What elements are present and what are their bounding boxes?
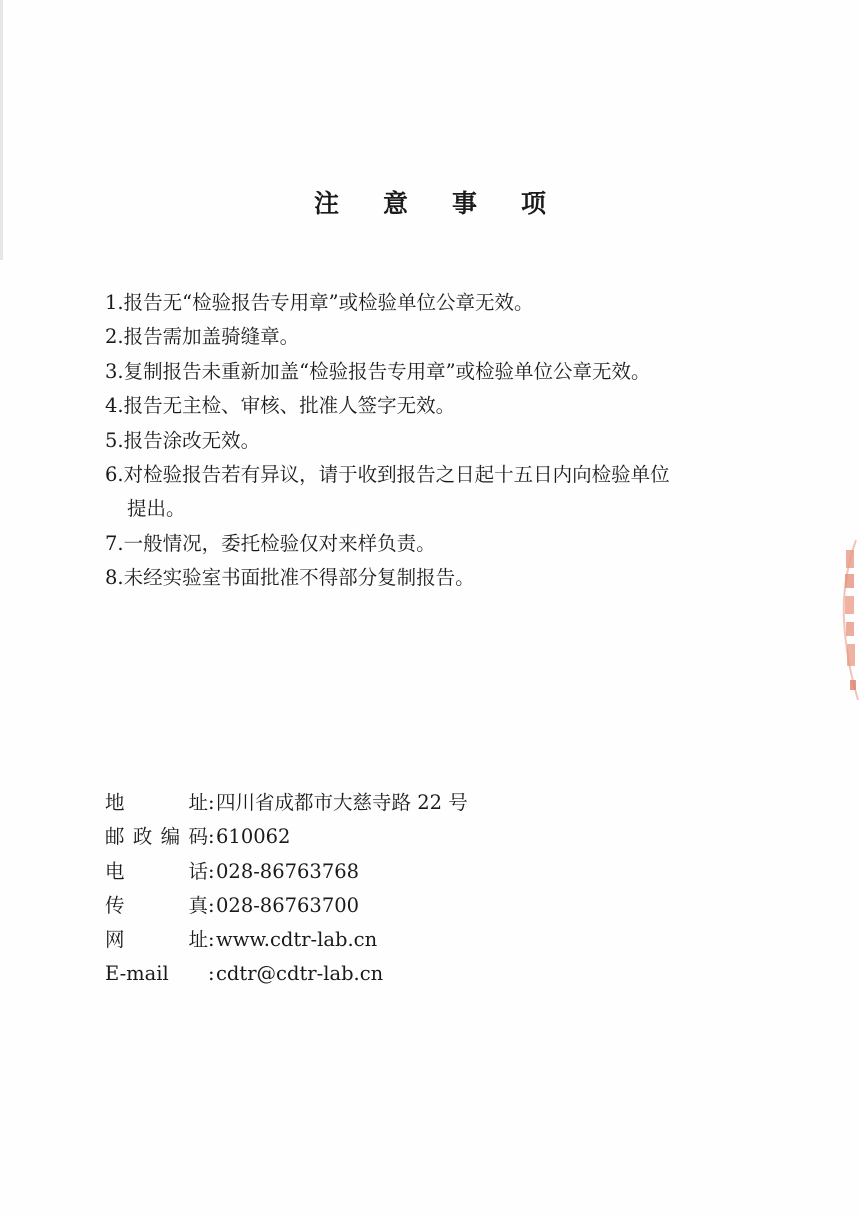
title-char: 意 (382, 189, 408, 218)
note-item-3: 3.复制报告未重新加盖“检验报告专用章”或检验单位公章无效。 (105, 359, 651, 383)
seal-fragment-icon (834, 540, 860, 700)
website-label: 网址 (105, 928, 208, 952)
email-row: E-mail : cdtr@cdtr-lab.cn (105, 957, 605, 991)
note-item-8: 8.未经实验室书面批准不得部分复制报告。 (105, 566, 475, 590)
postcode-value: 610062 (216, 825, 291, 849)
address-value: 四川省成都市大慈寺路 22 号 (216, 791, 468, 814)
email-value: cdtr@cdtr-lab.cn (216, 962, 384, 986)
fax-row: 传真 : 028-86763700 (105, 889, 605, 923)
website-row: 网址 : www.cdtr-lab.cn (105, 923, 605, 957)
contact-info (105, 786, 605, 992)
note-item-6-continuation: 提出。 (127, 497, 186, 521)
note-item-6: 6.对检验报告若有异议，请于收到报告之日起十五日内向检验单位 (105, 463, 670, 487)
postcode-row: 邮政编码 : 610062 (105, 820, 605, 854)
title-char: 注 (313, 189, 339, 218)
note-item-2: 2.报告需加盖骑缝章。 (105, 325, 300, 349)
phone-row: 电话 : 028-86763768 (105, 855, 605, 889)
address-label: 地址 (105, 791, 208, 814)
note-item-1: 1.报告无“检验报告专用章”或检验单位公章无效。 (105, 291, 534, 314)
phone-label: 电话 (105, 859, 208, 883)
address-row: 地址 : 四川省成都市大慈寺路 22 号 (105, 786, 605, 820)
notes-list (105, 286, 795, 596)
fax-label: 传真 (105, 893, 208, 917)
email-label: E-mail (105, 962, 169, 986)
postcode-label: 邮政编码 (105, 825, 208, 849)
scan-edge-mark (0, 0, 3, 260)
note-item-5: 5.报告涂改无效。 (105, 428, 261, 452)
fax-value: 028-86763700 (216, 893, 360, 917)
title-char: 事 (452, 189, 478, 218)
page-title (0, 184, 860, 220)
title-char: 项 (521, 189, 547, 218)
phone-value: 028-86763768 (216, 859, 360, 883)
website-value: www.cdtr-lab.cn (216, 928, 378, 952)
note-item-7: 7.一般情况，委托检验仅对来样负责。 (105, 531, 436, 555)
note-item-4: 4.报告无主检、审核、批准人签字无效。 (105, 394, 456, 418)
